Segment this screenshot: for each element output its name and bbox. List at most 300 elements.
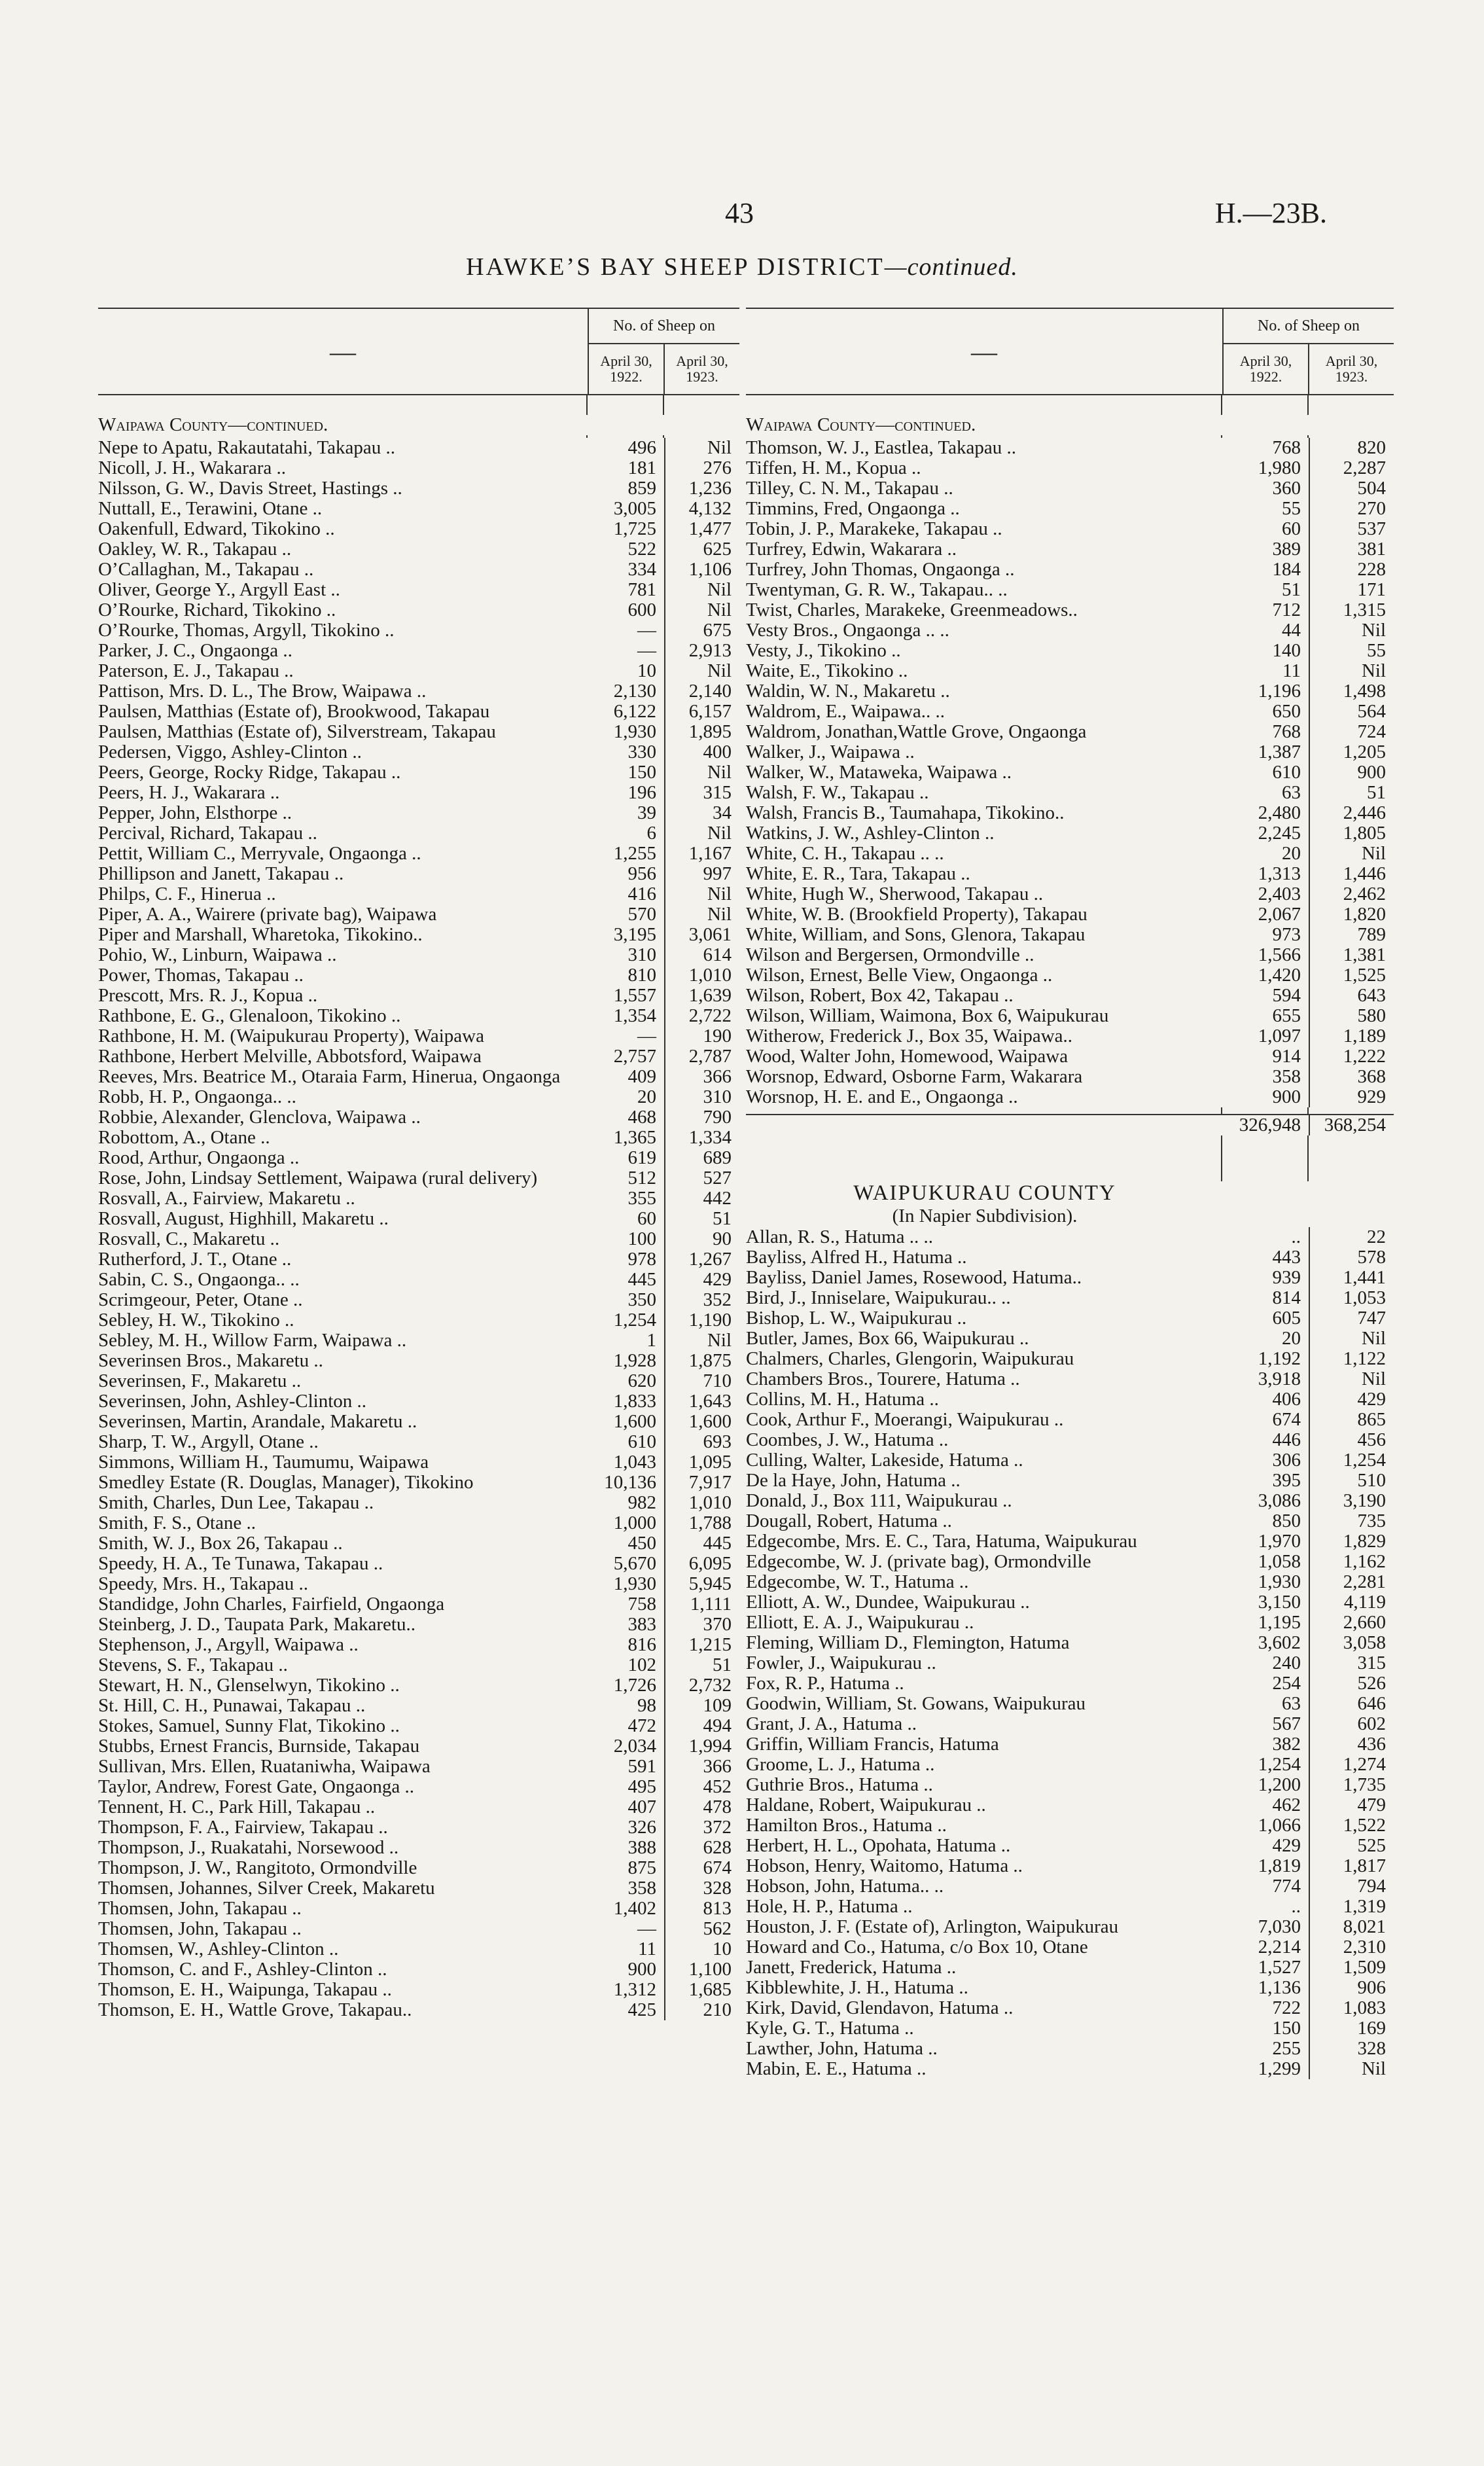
- sheep-1923: 315: [664, 783, 739, 803]
- sheep-1922: 2,214: [1258, 1937, 1301, 1957]
- table-row: [746, 438, 1394, 458]
- table-row: [746, 1815, 1394, 1836]
- table-row: [746, 1633, 1394, 1653]
- sheep-1923: 328: [664, 1878, 739, 1899]
- sheep-1923: 494: [664, 1716, 739, 1736]
- sheep-1923: 929: [1309, 1087, 1394, 1107]
- table-row: [746, 1937, 1394, 1957]
- holder-name: Robbie, Alexander, Glenclova, Waipawa ..: [98, 1107, 421, 1128]
- table-row: [746, 641, 1394, 661]
- sheep-1923: 1,788: [664, 1513, 739, 1533]
- holder-name: Oakenfull, Edward, Tikokino ..: [98, 518, 335, 539]
- sheep-1922: 3,150: [1258, 1592, 1301, 1613]
- table-row: [98, 620, 739, 641]
- table-row: [746, 1998, 1394, 2018]
- table-row: [746, 925, 1394, 945]
- table-row: [746, 600, 1394, 620]
- sheep-1922: 768: [1272, 721, 1301, 742]
- sheep-1922: 570: [627, 904, 656, 925]
- table-row: [746, 965, 1394, 986]
- holder-name: Kyle, G. T., Hatuma ..: [746, 2018, 914, 2039]
- sheep-1923: 906: [1309, 1978, 1394, 1998]
- holder-name: Waite, E., Tikokino ..: [746, 660, 908, 681]
- sheep-1923: 1,315: [1309, 600, 1394, 620]
- sheep-1922: 472: [627, 1715, 656, 1736]
- header-group-title: No. of Sheep on: [589, 309, 739, 344]
- sheep-1922: 1,200: [1258, 1774, 1301, 1795]
- table-row: [98, 1310, 739, 1331]
- table-row: [746, 2039, 1394, 2059]
- sheep-1922: 1,566: [1258, 944, 1301, 965]
- holder-name: Tennent, H. C., Park Hill, Takapau ..: [98, 1796, 376, 1817]
- holder-name: Severinsen, F., Makaretu ..: [98, 1370, 302, 1391]
- sheep-1923: 1,477: [664, 519, 739, 539]
- sheep-1922: 55: [1282, 498, 1301, 519]
- holder-name: De la Haye, John, Hatuma ..: [746, 1470, 961, 1491]
- holder-name: Worsnop, H. E. and E., Ongaonga ..: [746, 1086, 1018, 1107]
- header-col-1923: April 30, 1923.: [1308, 344, 1394, 394]
- sheep-1922: 1,402: [613, 1898, 656, 1919]
- header-col-1922: April 30, 1922.: [600, 353, 652, 385]
- sheep-1922: 814: [1272, 1287, 1301, 1308]
- sheep-1922: 610: [1272, 762, 1301, 783]
- holder-name: St. Hill, C. H., Punawai, Takapau ..: [98, 1695, 366, 1716]
- sheep-1923: 1,100: [664, 1959, 739, 1980]
- sheep-1922: 2,757: [613, 1046, 656, 1067]
- table-row: [746, 1369, 1394, 1389]
- sheep-1923: Nil: [664, 884, 739, 904]
- sheep-1923: Nil: [1309, 661, 1394, 681]
- sheep-1922: 140: [1272, 640, 1301, 661]
- sheep-1922: 39: [637, 802, 656, 823]
- holder-name: Thomsen, W., Ashley-Clinton ..: [98, 1939, 339, 1959]
- table-row: [98, 519, 739, 539]
- sheep-1922: 1,299: [1258, 2058, 1301, 2079]
- sheep-1923: 628: [664, 1838, 739, 1858]
- sheep-1923: 381: [1309, 539, 1394, 560]
- sheep-1922: 1,387: [1258, 742, 1301, 762]
- table-row: [98, 803, 739, 823]
- sheep-1923: 429: [1309, 1389, 1394, 1410]
- sheep-1922: 181: [627, 457, 656, 478]
- sheep-1922: 655: [1272, 1005, 1301, 1026]
- holder-name: Thomson, C. and F., Ashley-Clinton ..: [98, 1959, 387, 1980]
- sheep-1923: 3,061: [664, 925, 739, 945]
- table-row: [746, 1552, 1394, 1572]
- sheep-1923: 1,875: [664, 1351, 739, 1371]
- sheep-1923: 109: [664, 1696, 739, 1716]
- holder-name: Piper, A. A., Wairere (private bag), Waipawa: [98, 904, 437, 925]
- right-table: [746, 308, 1394, 2079]
- table-row: [98, 1757, 739, 1777]
- sheep-1922: 914: [1272, 1046, 1301, 1067]
- table-row: [98, 1878, 739, 1899]
- table-row: [746, 803, 1394, 823]
- table-row: [98, 864, 739, 884]
- sheep-1923: 510: [1309, 1471, 1394, 1491]
- sheep-1922: 10: [637, 660, 656, 681]
- sheep-1922: 1,980: [1258, 457, 1301, 478]
- holder-name: Pedersen, Viggo, Ashley-Clinton ..: [98, 742, 362, 762]
- header-dash: —: [330, 336, 356, 366]
- holder-name: Simmons, William H., Taumumu, Waipawa: [98, 1452, 429, 1473]
- sheep-1922: 350: [627, 1289, 656, 1310]
- holder-name: Smith, W. J., Box 26, Takapau ..: [98, 1533, 343, 1554]
- sheep-1923: Nil: [664, 1331, 739, 1351]
- table-row: [98, 1675, 739, 1696]
- table-row: [746, 1694, 1394, 1714]
- section-title-waipukurau: WAIPUKURAU COUNTY: [853, 1181, 1116, 1205]
- holder-name: Piper and Marshall, Wharetoka, Tikokino..: [98, 924, 423, 945]
- holder-name: Severinsen, John, Ashley-Clinton ..: [98, 1391, 367, 1412]
- sheep-1922: 389: [1272, 539, 1301, 560]
- sheep-1922: 1,255: [613, 843, 656, 864]
- table-row: [746, 1247, 1394, 1268]
- holder-name: Timmins, Fred, Ongaonga ..: [746, 498, 960, 519]
- table-row: [98, 1087, 739, 1107]
- sheep-1922: ..: [1291, 1226, 1301, 1247]
- sheep-1923: Nil: [664, 661, 739, 681]
- table-row: [746, 1673, 1394, 1694]
- sheep-1922: 567: [1272, 1713, 1301, 1734]
- sheep-1922: 425: [627, 1999, 656, 2020]
- holder-name: White, C. H., Takapau .. ..: [746, 843, 944, 864]
- header-group-title: No. of Sheep on: [1224, 309, 1394, 344]
- sheep-1922: 7,030: [1258, 1916, 1301, 1937]
- holder-name: Lawther, John, Hatuma ..: [746, 2038, 938, 2059]
- sheep-1923: 625: [664, 539, 739, 560]
- holder-name: Stephenson, J., Argyll, Waipawa ..: [98, 1634, 359, 1655]
- sheep-1922: 1,928: [613, 1350, 656, 1371]
- sheep-1923: 1,111: [664, 1594, 739, 1615]
- sheep-1922: 355: [627, 1188, 656, 1209]
- table-row: [746, 1714, 1394, 1734]
- sheep-1922: 3,086: [1258, 1490, 1301, 1511]
- holder-name: Oakley, W. R., Takapau ..: [98, 539, 292, 560]
- sheep-1922: 255: [1272, 2038, 1301, 2059]
- table-row: [746, 1491, 1394, 1511]
- sheep-1923: 228: [1309, 560, 1394, 580]
- holder-name: Rood, Arthur, Ongaonga ..: [98, 1147, 300, 1168]
- table-row: [746, 1046, 1394, 1067]
- table-row: [98, 823, 739, 844]
- sheep-1923: 1,190: [664, 1310, 739, 1331]
- sheep-1923: 270: [1309, 499, 1394, 519]
- holder-name: Butler, James, Box 66, Waipukurau ..: [746, 1328, 1029, 1349]
- sheep-1922: 2,403: [1258, 884, 1301, 904]
- holder-name: Allan, R. S., Hatuma .. ..: [746, 1226, 933, 1247]
- holder-name: Oliver, George Y., Argyll East ..: [98, 579, 340, 600]
- sheep-1923: 1,236: [664, 478, 739, 499]
- holder-name: Stubbs, Ernest Francis, Burnside, Takapau: [98, 1736, 420, 1757]
- table-row: [98, 1290, 739, 1310]
- table-row: [98, 499, 739, 519]
- sheep-1922: 383: [627, 1614, 656, 1635]
- sheep-1923: 1,829: [1309, 1531, 1394, 1552]
- table-row: [98, 1594, 739, 1615]
- sheep-1923: 643: [1309, 986, 1394, 1006]
- sheep-1922: 409: [627, 1066, 656, 1087]
- sheep-1923: 537: [1309, 519, 1394, 539]
- header-group: [588, 309, 739, 394]
- holder-name: Parker, J. C., Ongaonga ..: [98, 640, 292, 661]
- holder-name: Standidge, John Charles, Fairfield, Ongaonga: [98, 1594, 445, 1615]
- holder-name: Sullivan, Mrs. Ellen, Ruataniwha, Waipawa: [98, 1756, 431, 1777]
- table-row: [98, 1249, 739, 1270]
- report-reference: H.—23B.: [1214, 197, 1327, 229]
- sheep-1923: 366: [664, 1757, 739, 1777]
- sheep-1923: Nil: [1309, 844, 1394, 864]
- holder-name: Wilson, Robert, Box 42, Takapau ..: [746, 985, 1014, 1006]
- sheep-1923: 789: [1309, 925, 1394, 945]
- sheep-1922: 11: [1282, 660, 1301, 681]
- sheep-1923: 3,058: [1309, 1633, 1394, 1653]
- table-row: [746, 1389, 1394, 1410]
- table-row: [746, 1957, 1394, 1978]
- sheep-1922: 450: [627, 1533, 656, 1554]
- table-row: [98, 1026, 739, 1046]
- sheep-1922: 1,527: [1258, 1957, 1301, 1978]
- holder-name: Rathbone, E. G., Glenaloon, Tikokino ..: [98, 1005, 401, 1026]
- sheep-1922: 620: [627, 1370, 656, 1391]
- table-row: [98, 965, 739, 986]
- sheep-1922: 774: [1272, 1876, 1301, 1897]
- holder-name: Fox, R. P., Hatuma ..: [746, 1673, 904, 1694]
- holder-name: Vesty, J., Tikokino ..: [746, 640, 901, 661]
- holder-name: Severinsen Bros., Makaretu ..: [98, 1350, 323, 1371]
- table-row: [746, 478, 1394, 499]
- sheep-1923: 900: [1309, 762, 1394, 783]
- sheep-1922: 1,930: [613, 1573, 656, 1594]
- sheep-1922: 407: [627, 1796, 656, 1817]
- sheep-1922: 1,833: [613, 1391, 656, 1412]
- holder-name: Rosvall, C., Makaretu ..: [98, 1228, 280, 1249]
- sheep-1922: 939: [1272, 1267, 1301, 1288]
- sheep-1922: 600: [627, 599, 656, 620]
- holder-name: Bayliss, Daniel James, Rosewood, Hatuma..: [746, 1267, 1082, 1288]
- holder-name: Pattison, Mrs. D. L., The Brow, Waipawa ..: [98, 681, 427, 702]
- sheep-1922: 1,254: [613, 1310, 656, 1331]
- sheep-1922: 102: [627, 1654, 656, 1675]
- holder-name: Paterson, E. J., Takapau ..: [98, 660, 294, 681]
- sheep-1923: 2,446: [1309, 803, 1394, 823]
- sheep-1922: 63: [1282, 782, 1301, 803]
- holder-name: Tobin, J. P., Marakeke, Takapau ..: [746, 518, 1002, 539]
- table-row: [746, 2018, 1394, 2039]
- table-row: [746, 1653, 1394, 1673]
- table-row: [746, 904, 1394, 925]
- holder-name: Rathbone, H. M. (Waipukurau Property), Waipawa: [98, 1026, 484, 1046]
- holder-name: Bayliss, Alfred H., Hatuma ..: [746, 1247, 967, 1268]
- sheep-1923: 813: [664, 1899, 739, 1919]
- sheep-1922: 3,602: [1258, 1632, 1301, 1653]
- sheep-1923: 1,334: [664, 1128, 739, 1148]
- sheep-1923: 525: [1309, 1836, 1394, 1856]
- sheep-1922: 781: [627, 579, 656, 600]
- sheep-1923: Nil: [664, 904, 739, 925]
- title-suffix: —continued.: [884, 253, 1018, 281]
- table-row: [98, 1797, 739, 1817]
- sheep-1923: 646: [1309, 1694, 1394, 1714]
- holder-name: O’Rourke, Thomas, Argyll, Tikokino ..: [98, 620, 395, 641]
- holder-name: Watkins, J. W., Ashley-Clinton ..: [746, 823, 995, 844]
- sheep-1923: 1,735: [1309, 1775, 1394, 1795]
- holder-name: Robottom, A., Otane ..: [98, 1127, 270, 1148]
- sheep-1922: 1,420: [1258, 965, 1301, 986]
- sheep-1923: 710: [664, 1371, 739, 1391]
- sheep-1922: 1,196: [1258, 681, 1301, 702]
- sheep-1922: 1,557: [613, 985, 656, 1006]
- table-row: [746, 1006, 1394, 1026]
- sheep-1923: 169: [1309, 2018, 1394, 2039]
- sheep-1922: 1,058: [1258, 1551, 1301, 1572]
- sheep-1923: 735: [1309, 1511, 1394, 1531]
- table-header: [98, 309, 739, 395]
- sheep-1923: 55: [1309, 641, 1394, 661]
- sheep-1922: 1,097: [1258, 1026, 1301, 1046]
- sheep-1922: 605: [1272, 1308, 1301, 1329]
- sheep-1922: 1: [646, 1330, 656, 1351]
- sheep-1922: 619: [627, 1147, 656, 1168]
- sheep-1922: 254: [1272, 1673, 1301, 1694]
- table-row: [746, 1795, 1394, 1815]
- sheep-1923: 1,010: [664, 1493, 739, 1513]
- sheep-1923: Nil: [664, 600, 739, 620]
- sheep-1922: 10,136: [604, 1472, 656, 1493]
- page-title: [0, 253, 1484, 281]
- holder-name: Smith, F. S., Otane ..: [98, 1512, 256, 1533]
- holder-name: Fowler, J., Waipukurau ..: [746, 1653, 936, 1673]
- holder-name: Twentyman, G. R. W., Takapau.. ..: [746, 579, 1008, 600]
- sheep-1923: 675: [664, 620, 739, 641]
- table-row: [746, 1876, 1394, 1897]
- sheep-1923: 562: [664, 1919, 739, 1939]
- sheep-1922: 429: [1272, 1835, 1301, 1856]
- sheep-1922: —: [637, 620, 656, 641]
- sheep-1922: —: [637, 1026, 656, 1046]
- table-row: [746, 1087, 1394, 1107]
- sheep-1923: 1,805: [1309, 823, 1394, 844]
- table-row: [746, 1268, 1394, 1288]
- holder-name: Thomsen, John, Takapau ..: [98, 1918, 302, 1939]
- sheep-1923: 1,267: [664, 1249, 739, 1270]
- table-row: [98, 722, 739, 742]
- header-col-1922: April 30, 1922.: [1239, 353, 1292, 385]
- holder-name: Taylor, Andrew, Forest Gate, Ongaonga ..: [98, 1776, 414, 1797]
- holder-name: Reeves, Mrs. Beatrice M., Otaraia Farm, Hinerua, Ongaonga: [98, 1066, 561, 1087]
- sheep-1922: 358: [1272, 1066, 1301, 1087]
- holder-name: Hole, H. P., Hatuma ..: [746, 1896, 913, 1917]
- holder-name: Wilson, William, Waimona, Box 6, Waipukurau: [746, 1005, 1109, 1026]
- sheep-1922: 956: [627, 863, 656, 884]
- table-row: [98, 661, 739, 681]
- table-row: [746, 560, 1394, 580]
- title-main: HAWKE’S BAY SHEEP DISTRICT: [466, 253, 885, 281]
- holder-name: Robb, H. P., Ongaonga.. ..: [98, 1086, 296, 1107]
- sheep-1922: 382: [1272, 1734, 1301, 1755]
- holder-name: White, W. B. (Brookfield Property), Takapau: [746, 904, 1087, 925]
- holder-name: Nilsson, G. W., Davis Street, Hastings ..: [98, 478, 402, 499]
- sheep-1923: 997: [664, 864, 739, 884]
- table-row: [98, 1777, 739, 1797]
- holder-name: Herbert, H. L., Opohata, Hatuma ..: [746, 1835, 1011, 1856]
- holder-name: Waldrom, Jonathan,Wattle Grove, Ongaonga: [746, 721, 1087, 742]
- sheep-1923: 2,722: [664, 1006, 739, 1026]
- table-row: [98, 1716, 739, 1736]
- sheep-1922: 712: [1272, 599, 1301, 620]
- sheep-1922: 875: [627, 1857, 656, 1878]
- sheep-1923: 1,189: [1309, 1026, 1394, 1046]
- table-row: [98, 1899, 739, 1919]
- holder-name: Nuttall, E., Terawini, Otane ..: [98, 498, 323, 519]
- sheep-1922: 758: [627, 1594, 656, 1615]
- table-row: [746, 1227, 1394, 1247]
- table-row: [746, 702, 1394, 722]
- total-1923: 368,254: [1309, 1115, 1394, 1135]
- sheep-1922: ..: [1291, 1896, 1301, 1917]
- holder-name: Turfrey, John Thomas, Ongaonga ..: [746, 559, 1015, 580]
- holder-name: Twist, Charles, Marakeke, Greenmeadows..: [746, 599, 1078, 620]
- table-row: [746, 1917, 1394, 1937]
- holder-name: Worsnop, Edward, Osborne Farm, Wakarara: [746, 1066, 1083, 1087]
- sheep-1922: 2,130: [613, 681, 656, 702]
- sheep-1922: 1,043: [613, 1452, 656, 1473]
- holder-name: Pohio, W., Linburn, Waipawa ..: [98, 944, 337, 965]
- sheep-1923: 580: [1309, 1006, 1394, 1026]
- holder-name: Paulsen, Matthias (Estate of), Brookwood, Takapau: [98, 701, 490, 722]
- holder-name: Janett, Frederick, Hatuma ..: [746, 1957, 957, 1978]
- holder-name: Thompson, J. W., Rangitoto, Ormondville: [98, 1857, 417, 1878]
- sheep-1922: 360: [1272, 478, 1301, 499]
- table-row: [98, 1513, 739, 1533]
- sheep-1922: 150: [1272, 2018, 1301, 2039]
- header-group: [1222, 309, 1394, 394]
- table-row: [98, 884, 739, 904]
- table-row: [98, 1817, 739, 1838]
- holder-name: Hamilton Bros., Hatuma ..: [746, 1815, 947, 1836]
- holder-name: Howard and Co., Hatuma, c/o Box 10, Otane: [746, 1937, 1088, 1957]
- table-row: [746, 519, 1394, 539]
- holder-name: Cook, Arthur F., Moerangi, Waipukurau ..: [746, 1409, 1064, 1430]
- sheep-1922: 982: [627, 1492, 656, 1513]
- table-row: [746, 884, 1394, 904]
- sheep-1923: 564: [1309, 702, 1394, 722]
- holder-name: Witherow, Frederick J., Box 35, Waipawa..: [746, 1026, 1073, 1046]
- table-row: [98, 702, 739, 722]
- table-row: [98, 1959, 739, 1980]
- sheep-1923: 352: [664, 1290, 739, 1310]
- holder-name: Stokes, Samuel, Sunny Flat, Tikokino ..: [98, 1715, 400, 1736]
- sheep-1923: 2,281: [1309, 1572, 1394, 1592]
- holder-name: Philps, C. F., Hinerua ..: [98, 884, 276, 904]
- sheep-1923: 6,095: [664, 1554, 739, 1574]
- holder-name: Wood, Walter John, Homewood, Waipawa: [746, 1046, 1069, 1067]
- sheep-1922: 900: [627, 1959, 656, 1980]
- table-row: [746, 1592, 1394, 1613]
- sheep-1923: 1,319: [1309, 1897, 1394, 1917]
- holder-name: Thomsen, Johannes, Silver Creek, Makaretu: [98, 1878, 435, 1899]
- table-row: [746, 742, 1394, 762]
- holder-name: Edgecombe, Mrs. E. C., Tara, Hatuma, Waipukurau: [746, 1531, 1137, 1552]
- table-row: [98, 1391, 739, 1412]
- holder-name: Walker, J., Waipawa ..: [746, 742, 915, 762]
- table-row: [746, 1531, 1394, 1552]
- holder-name: Thomson, W. J., Eastlea, Takapau ..: [746, 437, 1017, 458]
- sheep-1923: Nil: [664, 438, 739, 458]
- sheep-1922: 1,354: [613, 1005, 656, 1026]
- sheep-1923: 1,525: [1309, 965, 1394, 986]
- table-row: [746, 986, 1394, 1006]
